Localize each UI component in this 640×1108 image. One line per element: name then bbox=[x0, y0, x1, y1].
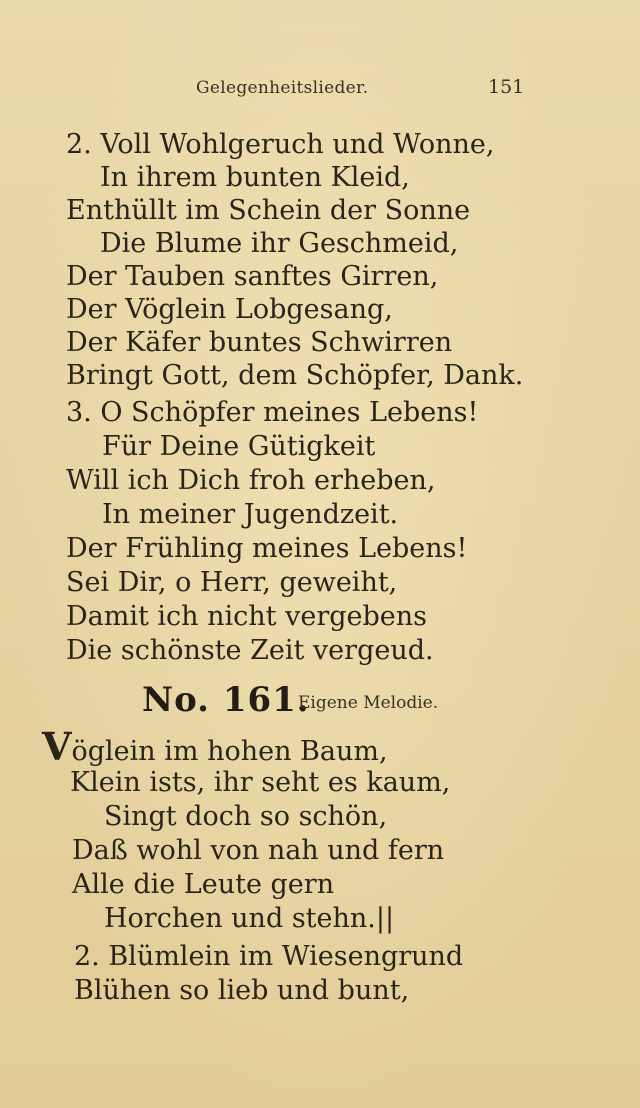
verse-line: Sei Dir, o Herr, geweiht, bbox=[66, 567, 398, 598]
verse-line: Bringt Gott, dem Schöpfer, Dank. bbox=[66, 360, 524, 391]
drop-cap: V bbox=[42, 724, 72, 769]
running-title: Gelegenheitslieder. bbox=[196, 78, 369, 98]
verse-line: Der Käfer buntes Schwirren bbox=[66, 327, 453, 358]
hymn-number: No. 161. bbox=[142, 680, 310, 720]
verse-line: Der Vöglein Lobgesang, bbox=[66, 294, 393, 325]
running-head bbox=[0, 74, 640, 104]
verse-line: In meiner Jugendzeit. bbox=[102, 499, 399, 530]
verse-line: Damit ich nicht vergebens bbox=[66, 601, 428, 632]
verse-line: Will ich Dich froh erheben, bbox=[66, 465, 436, 496]
verse-line: Singt doch so schön, bbox=[104, 801, 388, 832]
hymn-heading bbox=[0, 680, 640, 724]
verse-line: 3. O Schöpfer meines Lebens! bbox=[66, 397, 479, 428]
verse-line: Blühen so lieb und bunt, bbox=[74, 975, 410, 1006]
melody-note: Eigene Melodie. bbox=[298, 693, 439, 713]
verse-line: Horchen und stehn.|| bbox=[104, 903, 395, 934]
verse-line: Enthüllt im Schein der Sonne bbox=[66, 195, 471, 226]
verse-line: In ihrem bunten Kleid, bbox=[100, 162, 410, 193]
verse-line: Der Tauben sanftes Girren, bbox=[66, 261, 439, 292]
verse-line: Die schönste Zeit vergeud. bbox=[66, 635, 434, 666]
verse-line: Klein ists, ihr seht es kaum, bbox=[70, 767, 451, 798]
verse-line: Für Deine Gütigkeit bbox=[102, 431, 376, 462]
page-number: 151 bbox=[488, 76, 525, 98]
verse-line: Die Blume ihr Geschmeid, bbox=[100, 228, 459, 259]
first-line-text: öglein im hohen Baum, bbox=[71, 736, 388, 767]
verse-line: 2. Blümlein im Wiesengrund bbox=[74, 941, 464, 972]
verse-line-first bbox=[42, 724, 388, 769]
verse-line: Daß wohl von nah und fern bbox=[72, 835, 445, 866]
verse-line: Alle die Leute gern bbox=[72, 869, 335, 900]
verse-line: Der Frühling meines Lebens! bbox=[66, 533, 468, 564]
verse-line: 2. Voll Wohlgeruch und Wonne, bbox=[66, 129, 495, 160]
